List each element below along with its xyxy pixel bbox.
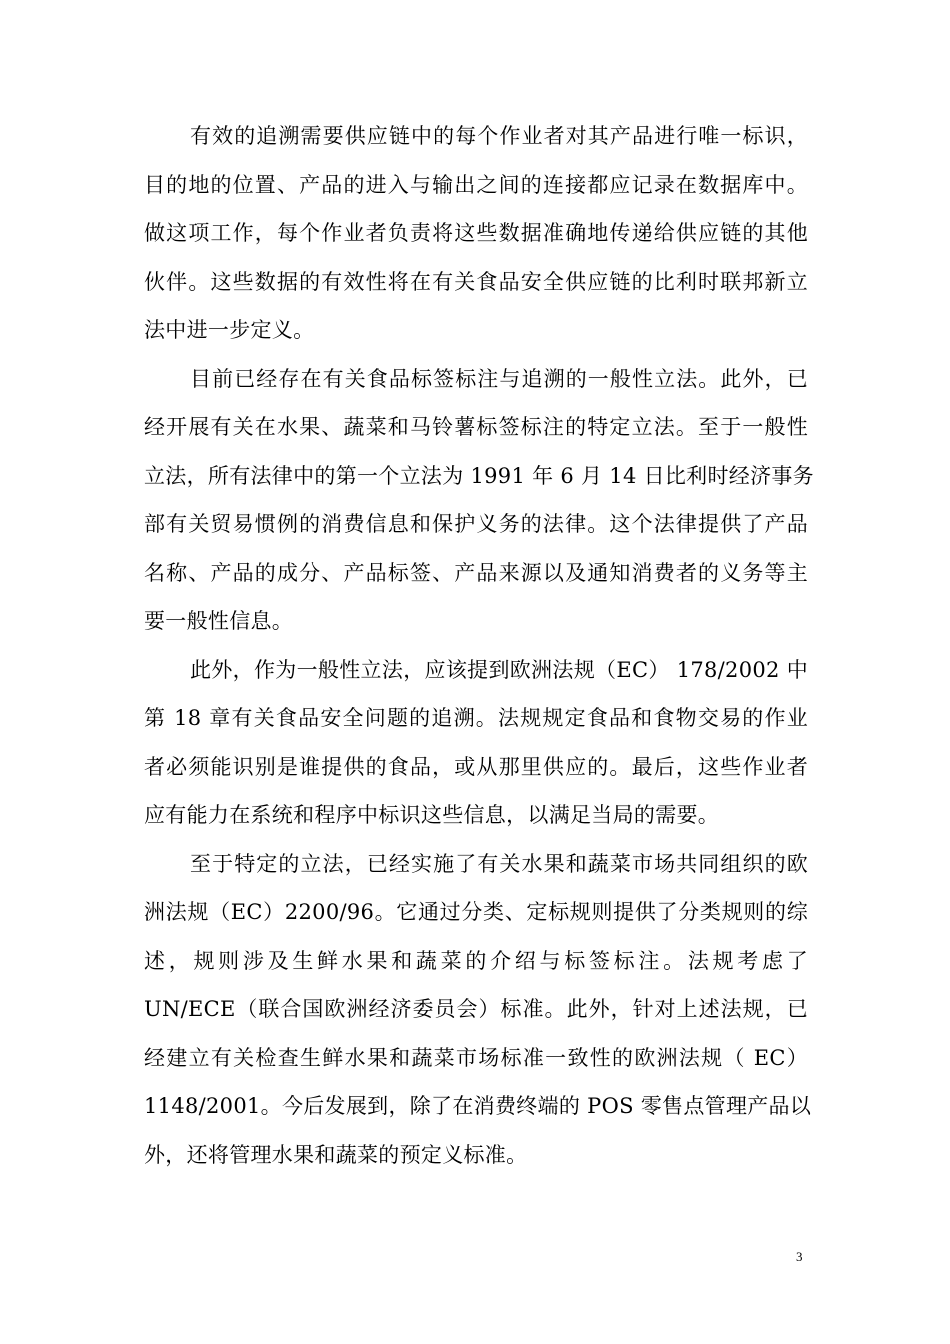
text-line: 有效的追溯需要供应链中的每个作业者对其产品进行唯一标识， xyxy=(190,124,808,148)
text-line: 洲法规（EC）2200/96。它通过分类、定标规则提供了分类规则的综 xyxy=(144,900,808,924)
text-line: 至于特定的立法，已经实施了有关水果和蔬菜市场共同组织的欧 xyxy=(190,851,808,876)
paragraph-4 xyxy=(144,840,812,1180)
text-line: 目前已经存在有关食品标签标注与追溯的一般性立法。此外，已 xyxy=(190,366,808,391)
text-line: 此外，作为一般性立法，应该提到欧洲法规（EC） 178/2002 中 xyxy=(190,657,808,682)
text-line: 名称、产品的成分、产品标签、产品来源以及通知消费者的义务等主 xyxy=(144,560,808,585)
page-number: 3 xyxy=(796,1249,803,1264)
text-line: 经开展有关在水果、蔬菜和马铃薯标签标注的特定立法。至于一般性 xyxy=(144,415,808,439)
text-line: 法中进一步定义。 xyxy=(144,318,315,342)
text-line: 做这项工作，每个作业者负责将这些数据准确地传递给供应链的其他 xyxy=(144,221,808,245)
text-line: 目的地的位置、产品的进入与输出之间的连接都应记录在数据库中。 xyxy=(144,172,808,197)
text-line: 伙伴。这些数据的有效性将在有关食品安全供应链的比利时联邦新立 xyxy=(144,269,808,294)
body-text xyxy=(144,112,814,1179)
text-line: 述，规则涉及生鲜水果和蔬菜的介绍与标签标注。法规考虑了 xyxy=(144,948,808,973)
text-line: 第 18 章有关食品安全问题的追溯。法规规定食品和食物交易的作业 xyxy=(144,706,808,730)
text-line: 者必须能识别是谁提供的食品，或从那里供应的。最后，这些作业者 xyxy=(144,754,808,779)
paragraph-1 xyxy=(144,112,808,355)
text-line: 1148/2001。今后发展到，除了在消费终端的 POS 零售点管理产品以 xyxy=(144,1094,812,1118)
text-line: UN/ECE（联合国欧洲经济委员会）标准。此外，针对上述法规，已 xyxy=(144,997,808,1021)
text-line: 部有关贸易惯例的消费信息和保护义务的法律。这个法律提供了产品 xyxy=(144,512,808,536)
paragraph-3 xyxy=(144,646,808,840)
text-line: 外，还将管理水果和蔬菜的预定义标准。 xyxy=(144,1142,528,1167)
text-line: 应有能力在系统和程序中标识这些信息，以满足当局的需要。 xyxy=(144,803,720,827)
text-line: 经建立有关检查生鲜水果和蔬菜市场标准一致性的欧洲法规（ EC） xyxy=(144,1045,808,1070)
text-line: 要一般性信息。 xyxy=(144,609,294,633)
paragraph-2 xyxy=(144,355,814,646)
text-line: 立法，所有法律中的第一个立法为 1991 年 6 月 14 日比利时经济事务 xyxy=(144,463,814,488)
